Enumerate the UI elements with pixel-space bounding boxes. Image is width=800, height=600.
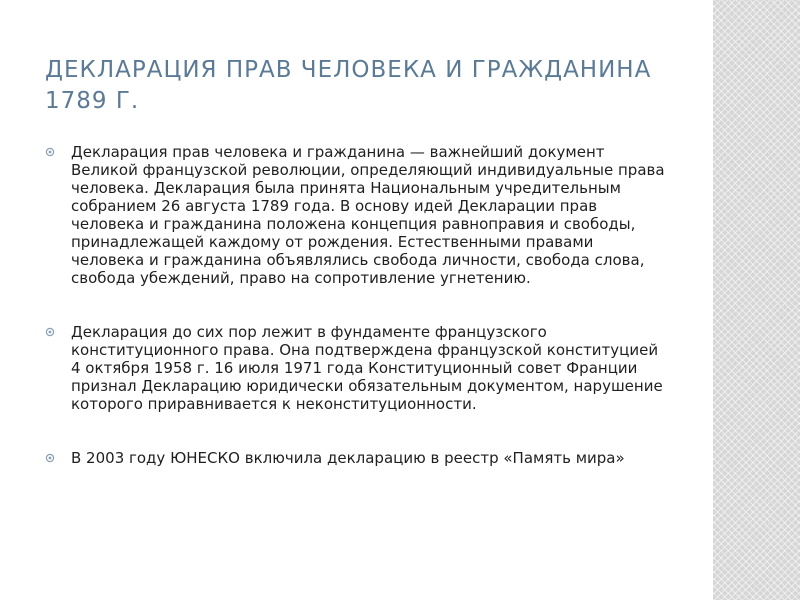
ring-bullet-icon xyxy=(45,147,55,157)
ring-bullet-icon xyxy=(45,327,55,337)
list-item xyxy=(45,143,670,287)
ring-bullet-icon xyxy=(45,453,55,463)
bullet-text: Декларация до сих пор лежит в фундаменте французского конституционного права. Она подтверждена французской конституцией 4 октября 1958 г. 16 июля 1971 года Конституционный совет Франции признал Декларацию юридически обязательным документом, нарушение которого приравнивается к неконституционности. xyxy=(71,323,663,413)
bullet-text: Декларация прав человека и гражданина — важнейший документ Великой французской революции, определяющий индивидуальные права человека. Декларация была принята Национальным учредительным собранием 26 августа 1789 года. В основу идей Декларации прав человека и гражданина положена концепция равноправия и свободы, принадлежащей каждому от рождения. Естественными правами человека и гражданина объявлялись свобода личности, свобода слова, свобода убеждений, право на сопротивление угнетению. xyxy=(71,143,665,287)
slide-title: ДЕКЛАРАЦИЯ ПРАВ ЧЕЛОВЕКА И ГРАЖДАНИНА 1789 Г. xyxy=(45,57,652,114)
decorative-side-band xyxy=(713,0,800,600)
bullet-list xyxy=(45,143,670,467)
list-item xyxy=(45,323,670,413)
bullet-text: В 2003 году ЮНЕСКО включила декларацию в реестр «Память мира» xyxy=(71,449,625,467)
list-item xyxy=(45,449,670,467)
